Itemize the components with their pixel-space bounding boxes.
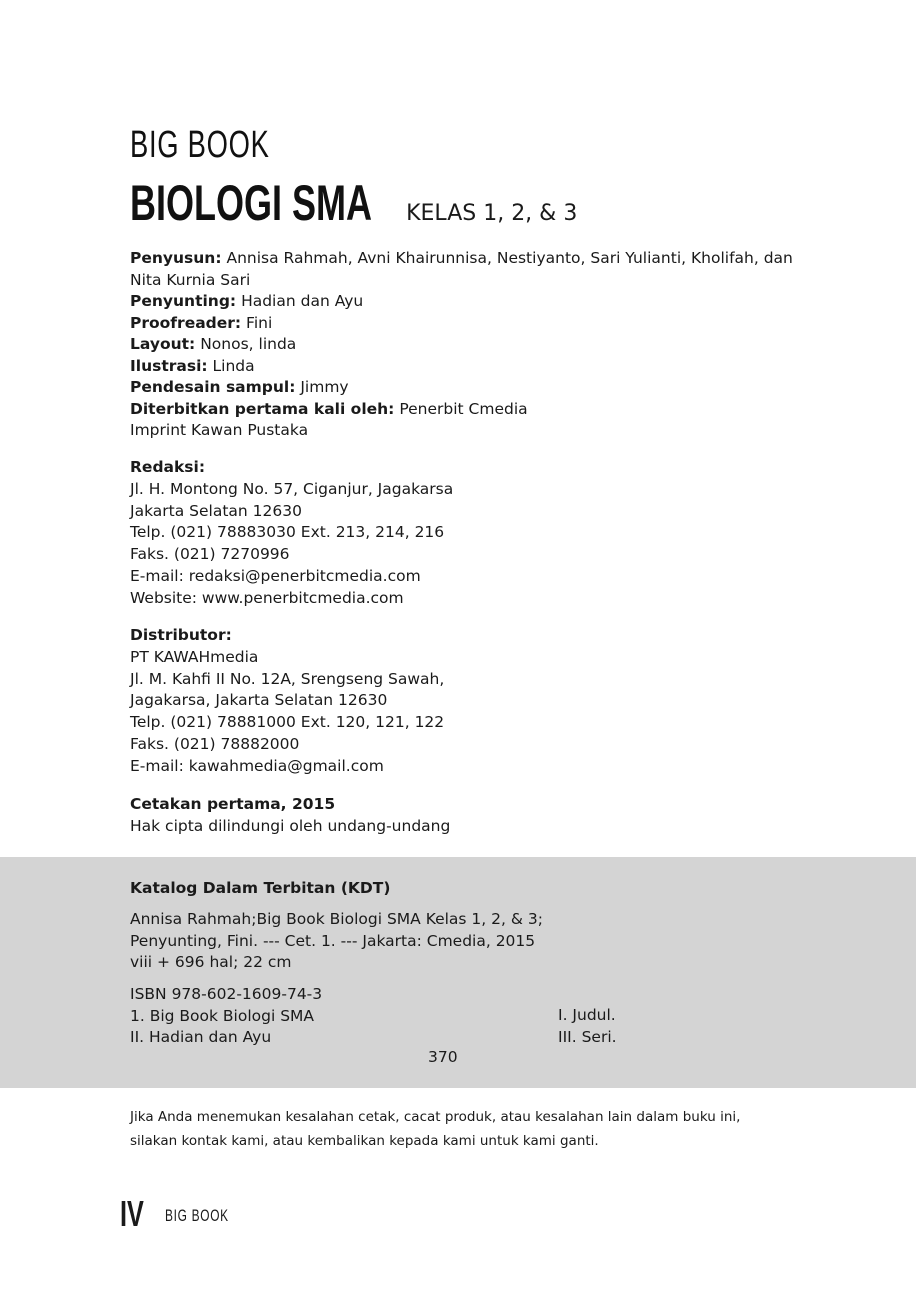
kdt-desc-line: Penyunting, Fini. --- Cet. 1. --- Jakarta: Cmedia, 2015: [130, 931, 536, 950]
redaksi-line: Jakarta Selatan 12630: [130, 501, 302, 520]
redaksi-line: Jl. H. Montong No. 57, Ciganjur, Jagakarsa: [130, 479, 454, 498]
credit-line: [130, 334, 810, 356]
credit-label: Diterbitkan pertama kali oleh:: [130, 399, 395, 418]
credit-label: Penyusun:: [130, 249, 222, 267]
imprint-line: Imprint Kawan Pustaka: [130, 421, 309, 439]
credit-line: [130, 313, 810, 335]
credit-label: Ilustrasi:: [130, 356, 208, 375]
distributor-block: [130, 625, 444, 778]
redaksi-heading: Redaksi:: [130, 458, 206, 476]
kdt-panel: [0, 857, 916, 1088]
credit-value: Jimmy: [295, 378, 349, 396]
printing-block: [130, 794, 450, 838]
credits-block: [130, 248, 810, 442]
kdt-isbn-block: [130, 984, 322, 1049]
credit-label: Proofreader:: [130, 313, 242, 332]
kdt-desc-line: Annisa Rahmah;Big Book Biologi SMA Kelas 1, 2, & 3;: [130, 910, 543, 928]
redaksi-email: E-mail: redaksi@penerbitcmedia.com: [130, 566, 421, 585]
credit-value: Nonos, linda: [195, 335, 297, 353]
credit-line: [130, 377, 810, 399]
errata-note: [130, 1105, 790, 1153]
credit-value: Fini: [241, 313, 273, 332]
copyright-line: Hak cipta dilindungi oleh undang-undang: [130, 816, 451, 835]
book-title-main: BIOLOGI SMA: [130, 175, 372, 231]
credit-value: Annisa Rahmah, Avni Khairunnisa, Nestiyanto, Sari Yulianti, Kholifah, dan Nita Kurnia Sari: [130, 249, 793, 289]
page-number: IV: [120, 1193, 144, 1234]
kdt-subject: 1. Big Book Biologi SMA: [130, 1006, 315, 1025]
book-title: [130, 175, 578, 231]
distributor-line: PT KAWAHmedia: [130, 647, 259, 666]
kdt-heading: Katalog Dalam Terbitan (KDT): [130, 879, 391, 897]
kdt-classification-number: 370: [428, 1048, 458, 1066]
kdt-description: [130, 909, 543, 974]
book-series-title: BIG BOOK: [130, 124, 270, 166]
kdt-right-items: [558, 1005, 617, 1048]
note-line: Jika Anda menemukan kesalahan cetak, cacat produk, atau kesalahan lain dalam buku ini,: [130, 1109, 741, 1125]
redaksi-line: Faks. (021) 7270996: [130, 545, 290, 564]
credit-label: Layout:: [130, 335, 196, 353]
running-footer: BIG BOOK: [165, 1206, 229, 1225]
kdt-subject: III. Seri.: [558, 1027, 617, 1046]
credit-line: [130, 399, 810, 421]
credit-label: Penyunting:: [130, 292, 237, 310]
kdt-subject: I. Judul.: [558, 1006, 616, 1024]
redaksi-website: Website: www.penerbitcmedia.com: [130, 588, 404, 607]
distributor-line: Jagakarsa, Jakarta Selatan 12630: [130, 691, 388, 710]
credit-line: [130, 291, 810, 313]
kdt-subject: II. Hadian dan Ayu: [130, 1028, 272, 1046]
redaksi-block: [130, 457, 453, 610]
credit-label: Pendesain sampul:: [130, 378, 296, 396]
credit-line: [130, 248, 810, 291]
distributor-email: E-mail: kawahmedia@gmail.com: [130, 756, 384, 775]
note-line: silakan kontak kami, atau kembalikan kepada kami untuk kami ganti.: [130, 1133, 599, 1149]
credit-value: Penerbit Cmedia: [394, 399, 528, 418]
distributor-line: Telp. (021) 78881000 Ext. 120, 121, 122: [130, 713, 445, 732]
distributor-line: Jl. M. Kahfi II No. 12A, Srengseng Sawah,: [130, 669, 445, 688]
distributor-heading: Distributor:: [130, 626, 232, 644]
book-title-sub: KELAS 1, 2, & 3: [406, 201, 578, 226]
printing-heading: Cetakan pertama, 2015: [130, 795, 336, 813]
isbn: ISBN 978-602-1609-74-3: [130, 985, 323, 1003]
redaksi-line: Telp. (021) 78883030 Ext. 213, 214, 216: [130, 523, 445, 542]
credit-value: Hadian dan Ayu: [236, 292, 364, 310]
kdt-desc-line: viii + 696 hal; 22 cm: [130, 953, 292, 971]
distributor-line: Faks. (021) 78882000: [130, 734, 300, 753]
credit-value: Linda: [207, 356, 255, 375]
credit-line: [130, 356, 810, 378]
